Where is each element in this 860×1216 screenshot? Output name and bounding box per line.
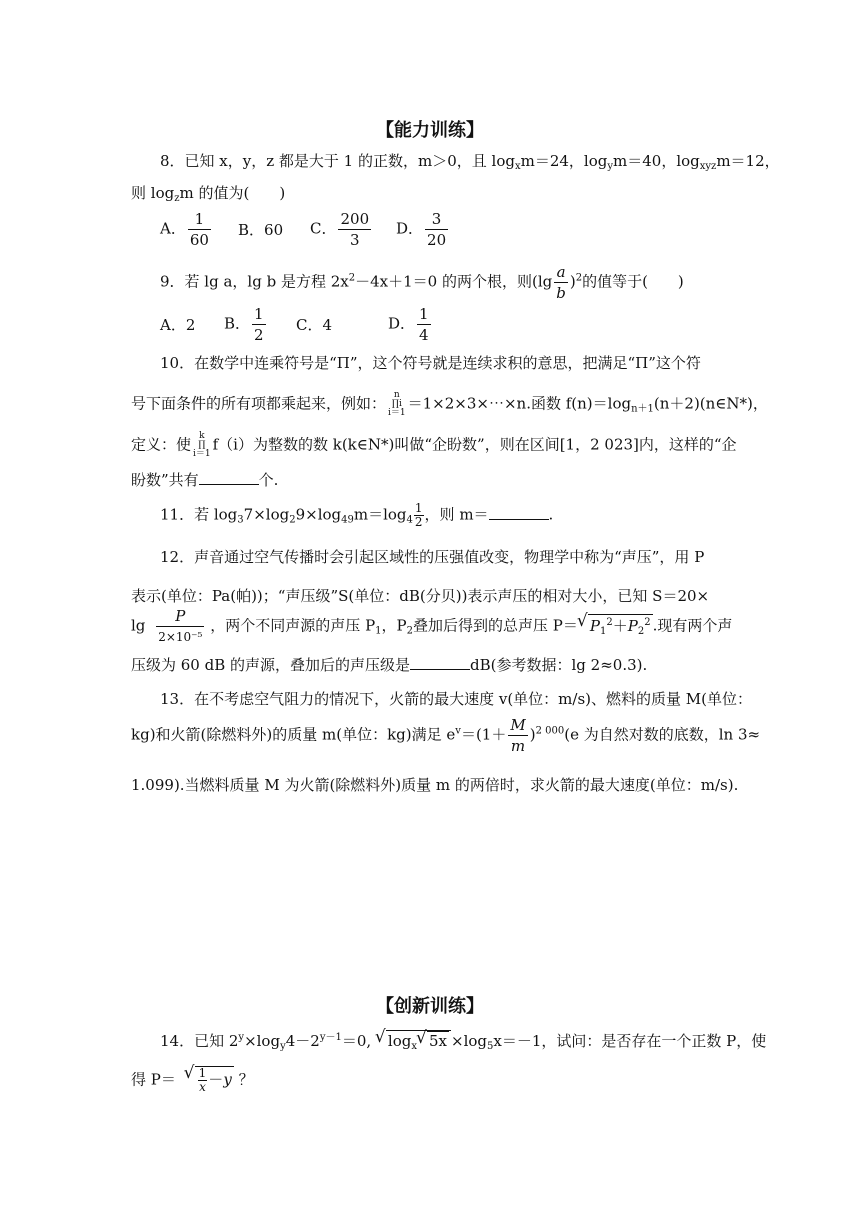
section-title-ability: 【能力训练】 — [376, 120, 484, 141]
answer-blank[interactable] — [410, 655, 470, 670]
question-14-line-1: 14．已知 $2^y\times\log_y4-2^{y-1}=0$, √ $\log_x√$ $5x \times\log_5x=-1$，试问：是否存在一个正数 P，使 — [160, 1028, 766, 1052]
question-13-line-3: 1.099).当燃料质量 M 为火箭(除燃料外)质量 m 的两倍时，求火箭的最大速度(单位：m/s). — [131, 776, 739, 794]
question-10-line-4: 盼数”共有 个. — [131, 471, 279, 489]
section-title-innovation: 【创新训练】 — [376, 996, 484, 1017]
question-11: 11．若 $\log_37\times\log_29\times\log_{49}m=\log_4$ $\frac{1}{2}$ ，则 m＝ . — [160, 501, 554, 529]
product-symbol: n ∏i i＝1 — [388, 390, 406, 418]
question-12-line-3: lg $\frac{P}{\text{2×10⁻⁵}}$ ，两个不同声源的声压 $P_1$，$P_2$叠加后得到的总声压 P＝√ $P_1^2+P_2^2$ .现有两个声 — [131, 606, 732, 647]
question-9-option-a: A．2 — [160, 316, 196, 334]
question-14-line-2: 得 P＝ √ $\frac{1}{x}$ －y ？ — [131, 1066, 254, 1094]
question-9-option-b: B． $\frac{1}{2}$ — [224, 305, 264, 344]
answer-blank[interactable] — [489, 505, 549, 520]
question-12-line-1: 12．声音通过空气传播时会引起区域性的压强值改变，物理学中称为“声压”，用 P — [160, 548, 705, 566]
answer-blank[interactable] — [199, 470, 259, 485]
question-8-line-1: 8．已知 x，y，z 都是大于 1 的正数，m＞0，且 $\log_xm=24$，$\log_ym=40$，$\log_{xyz}m=12$， — [160, 152, 780, 172]
question-12-line-2: 表示(单位：Pa(帕))；“声压级”S(单位：dB(分贝))表示声压的相对大小，已知 S＝20× — [131, 587, 710, 605]
sqrt-expression: √ $\log_x√$ 5x — [386, 1030, 451, 1052]
question-9-option-d: D． $\frac{1}{4}$ — [388, 305, 429, 344]
sqrt-expression: √ $P_1^2+P_2^2$ — [588, 614, 653, 637]
question-8-option-d: D． $\frac{3}{20}$ — [396, 210, 447, 249]
question-8-option-b: B．60 — [238, 221, 284, 239]
question-10-line-1: 10．在数学中连乘符号是“Π”，这个符号就是连续求积的意思，把满足“Π”这个符 — [160, 354, 701, 372]
question-10-line-3: 定义：使 k ∏ i＝1f（i）为整数的数 k(k∈N*)叫做“企盼数”，则在区间[1，2 023]内，这样的“企 — [131, 431, 737, 459]
question-10-line-2: 号下面条件的所有项都乘起来，例如： n ∏i i＝1＝1×2×3×⋯×n.函数 $f(n)=\log_{n+1}(n+2)(n\in N*)$， — [131, 390, 768, 418]
question-12-line-4: 压级为 60 dB 的声源，叠加后的声压级是 dB(参考数据：lg 2≈0.3). — [131, 656, 648, 674]
sqrt-expression: √ $\frac{1}{x}$ －y — [195, 1066, 234, 1094]
question-13-line-1: 13．在不考虑空气阻力的情况下，火箭的最大速度 v(单位：m/s)、燃料的质量 M(单位： — [160, 690, 752, 708]
product-symbol: k ∏ i＝1 — [193, 431, 211, 459]
question-13-line-2: kg)和火箭(除燃料外)的质量 m(单位：kg)满足 $e^v=(1+$ $\frac{M}{m}$ )$^{2 000}$(e 为自然对数的底数，ln 3≈ — [131, 716, 761, 755]
question-8-option-a: A． $\frac{1}{60}$ — [160, 210, 209, 249]
question-9-stem: 9．若 lg a，lg b 是方程 $2x^2-4x+1=0$ 的两个根，则(lg $\frac{a}{b}$ )$^2$的值等于( ) — [160, 263, 684, 302]
question-8-option-c: C． $\frac{200}{3}$ — [310, 210, 370, 249]
question-8-line-2: 则 $\log_zm$ 的值为( ) — [131, 184, 286, 204]
question-9-option-c: C．4 — [296, 316, 333, 334]
